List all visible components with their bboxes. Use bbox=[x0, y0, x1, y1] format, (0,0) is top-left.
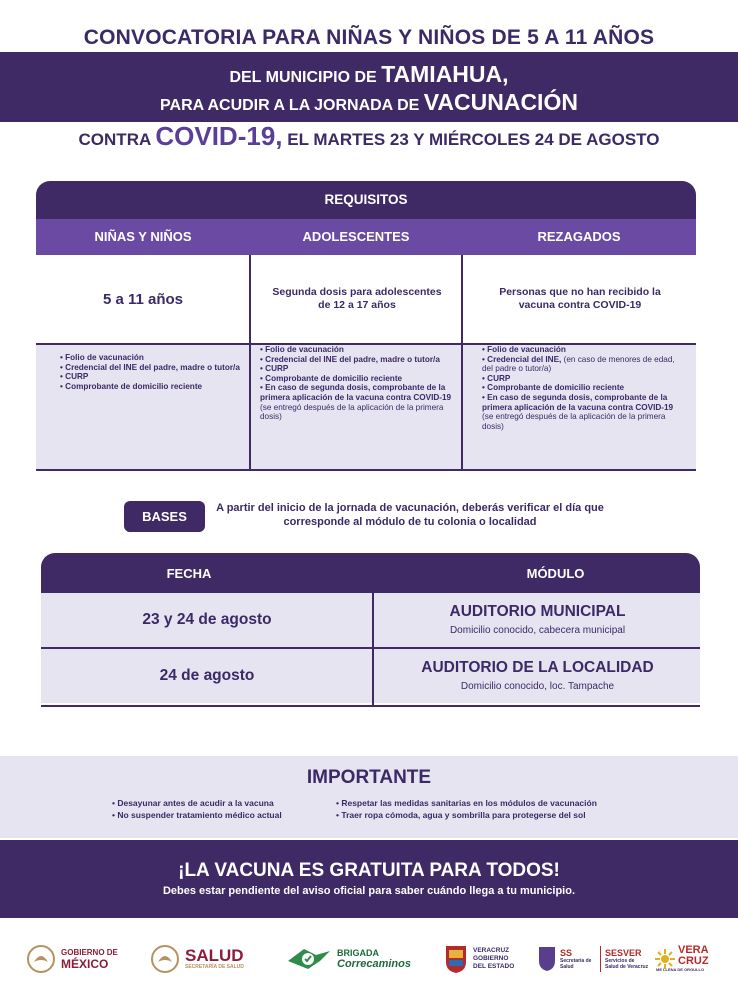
ninos-requirements-list bbox=[60, 353, 240, 391]
table-row bbox=[41, 649, 700, 703]
list-item: • En caso de segunda dosis, comprobante de la primera aplicación de la vacuna contra COVID-19 (se entregó después de la aplicación de la primera dosis) bbox=[260, 383, 452, 422]
important-title: IMPORTANTE bbox=[306, 767, 432, 788]
vaccination-word: VACUNACIÓN bbox=[423, 89, 578, 115]
logo-vera-sub: ME LLENA DE ORGULLO bbox=[656, 967, 705, 972]
schedule-date: 23 y 24 de agosto bbox=[142, 611, 272, 628]
logo-veracruz-orgullo bbox=[655, 942, 709, 976]
module-address: Domicilio conocido, loc. Tampache bbox=[460, 681, 615, 692]
age-adolescentes: Segunda dosis para adolescentes de 12 a 17 años bbox=[272, 286, 442, 311]
list-item: • Comprobante de domicilio reciente bbox=[60, 381, 203, 391]
roadrunner-icon bbox=[286, 945, 332, 973]
list-item: • Credencial del INE, (en caso de menores de edad, del padre o tutor/a) bbox=[482, 354, 675, 374]
schedule-col-date: FECHA bbox=[166, 566, 212, 581]
veracruz-shield-icon bbox=[444, 944, 468, 974]
list-item: • Credencial del INE del padre, madre o tutor/a bbox=[60, 362, 240, 372]
schedule-date: 24 de agosto bbox=[159, 667, 255, 684]
list-item: • Folio de vacunación bbox=[260, 345, 344, 354]
important-list-right bbox=[336, 797, 597, 821]
list-item: • Desayunar antes de acudir a la vacuna bbox=[112, 798, 274, 808]
list-item: • Respetar las medidas sanitarias en los módulos de vacunación bbox=[336, 798, 597, 808]
municipality-name: TAMIAHUA, bbox=[381, 61, 509, 87]
list-item: • Comprobante de domicilio reciente bbox=[482, 383, 625, 393]
sun-flower-icon bbox=[655, 949, 675, 969]
list-item: • En caso de segunda dosis, comprobante de la primera aplicación de la vacuna contra COVID-19 (se entregó después de la aplicación de la primera dosis) bbox=[482, 392, 674, 431]
free-vaccine-subtext: Debes estar pendiente del aviso oficial para saber cuándo llega a tu municipio. bbox=[162, 885, 575, 897]
title-line-1: CONVOCATORIA PARA NIÑAS Y NIÑOS DE 5 A 11 AÑOS bbox=[83, 26, 655, 49]
requirements-ages-row bbox=[36, 255, 696, 343]
module-address: Domicilio conocido, cabecera municipal bbox=[449, 625, 626, 636]
logo-ver-line2: GOBIERNO bbox=[473, 955, 509, 962]
divider bbox=[36, 469, 696, 471]
logo-ss-title: SS bbox=[560, 948, 573, 958]
logo-salud-title: SALUD bbox=[185, 946, 244, 965]
logo-vera-line1: VERA bbox=[678, 944, 709, 956]
logo-ver-line1: VERACRUZ bbox=[473, 947, 510, 954]
column-header-ninos: NIÑAS Y NIÑOS bbox=[94, 229, 192, 244]
list-item: • Comprobante de domicilio reciente bbox=[260, 373, 403, 383]
module-name: AUDITORIO MUNICIPAL bbox=[449, 603, 626, 620]
logo-vera-line2: CRUZ bbox=[678, 955, 709, 967]
title-line-4-suffix: EL MARTES 23 Y MIÉRCOLES 24 DE AGOSTO bbox=[287, 130, 660, 149]
column-divider bbox=[372, 593, 374, 705]
schedule-module bbox=[375, 593, 700, 647]
logo-gobierno-mexico bbox=[26, 942, 118, 976]
list-item: • Folio de vacunación bbox=[60, 353, 144, 362]
title-line-4-prefix: CONTRA bbox=[78, 130, 151, 149]
logo-gobierno-veracruz bbox=[444, 942, 514, 976]
list-item: • CURP bbox=[260, 364, 289, 374]
logo-gob-line2: MÉXICO bbox=[61, 956, 109, 971]
requirements-table bbox=[36, 181, 696, 471]
logo-brigada-correcaminos bbox=[286, 942, 411, 976]
logo-sesver-title: SESVER bbox=[605, 948, 642, 958]
requirements-title: REQUISITOS bbox=[36, 181, 696, 219]
column-divider bbox=[249, 255, 251, 471]
list-item: • Traer ropa cómoda, agua y sombrilla para protegerse del sol bbox=[336, 810, 586, 820]
bases-label: BASES bbox=[124, 501, 205, 532]
list-item: • No suspender tratamiento médico actual bbox=[112, 810, 282, 820]
column-header-adolescentes: ADOLESCENTES bbox=[302, 229, 410, 244]
covid-word: COVID-19, bbox=[155, 121, 283, 151]
list-item: • CURP bbox=[60, 372, 89, 382]
title-band bbox=[0, 52, 738, 122]
title-line-3-prefix: PARA ACUDIR A LA JORNADA DE bbox=[160, 97, 420, 114]
free-vaccine-headline: ¡LA VACUNA ES GRATUITA PARA TODOS! bbox=[178, 860, 560, 881]
ss-shield-icon bbox=[538, 946, 556, 972]
divider bbox=[600, 946, 601, 972]
column-header-rezagados: REZAGADOS bbox=[537, 229, 621, 244]
logo-ss-sub: Secretaría de Salud bbox=[560, 958, 592, 970]
requirements-docs-row bbox=[36, 345, 696, 471]
logo-sesver-sub: Servicios de Salud de Veracruz bbox=[605, 958, 649, 970]
schedule-table bbox=[41, 553, 700, 709]
adolescentes-requirements-list bbox=[260, 345, 456, 422]
title-line-2-prefix: DEL MUNICIPIO DE bbox=[229, 69, 377, 86]
important-section bbox=[0, 756, 738, 838]
bases-text: A partir del inicio de la jornada de vacunación, deberás verificar el día que corresponde al módulo de tu colonia o localidad bbox=[216, 502, 604, 528]
logo-ver-line3: DEL ESTADO bbox=[473, 963, 515, 970]
logo-salud-sub: SECRETARÍA DE SALUD bbox=[185, 964, 244, 970]
list-item: • Credencial del INE del padre, madre o tutor/a bbox=[260, 354, 440, 364]
column-divider bbox=[461, 255, 463, 471]
logo-brigada-line2: Correcaminos bbox=[337, 957, 411, 970]
schedule-module bbox=[375, 649, 700, 703]
age-rezagados: Personas que no han recibido la vacuna contra COVID-19 bbox=[499, 286, 661, 311]
list-item: • Folio de vacunación bbox=[482, 345, 566, 354]
logo-salud bbox=[150, 942, 244, 976]
age-ninos: 5 a 11 años bbox=[102, 290, 184, 308]
table-row bbox=[41, 593, 700, 647]
schedule-col-module: MÓDULO bbox=[526, 566, 585, 581]
logo-brigada-line1: BRIGADA bbox=[337, 947, 379, 958]
eagle-seal-icon bbox=[26, 944, 56, 974]
module-name: AUDITORIO DE LA LOCALIDAD bbox=[421, 659, 654, 676]
title-line-4 bbox=[0, 121, 738, 152]
title-line-2 bbox=[0, 61, 738, 88]
logo-ss-sesver bbox=[538, 942, 649, 976]
important-list-left bbox=[112, 797, 282, 821]
title-line-3 bbox=[0, 89, 738, 116]
list-item: • CURP bbox=[482, 373, 511, 383]
divider bbox=[41, 705, 700, 707]
rezagados-requirements-list bbox=[482, 345, 680, 431]
eagle-seal-icon bbox=[150, 944, 180, 974]
requirements-column-headers bbox=[36, 219, 696, 255]
free-vaccine-banner bbox=[0, 840, 738, 918]
logo-gob-line1: GOBIERNO DE bbox=[61, 947, 118, 957]
schedule-header bbox=[41, 553, 700, 591]
